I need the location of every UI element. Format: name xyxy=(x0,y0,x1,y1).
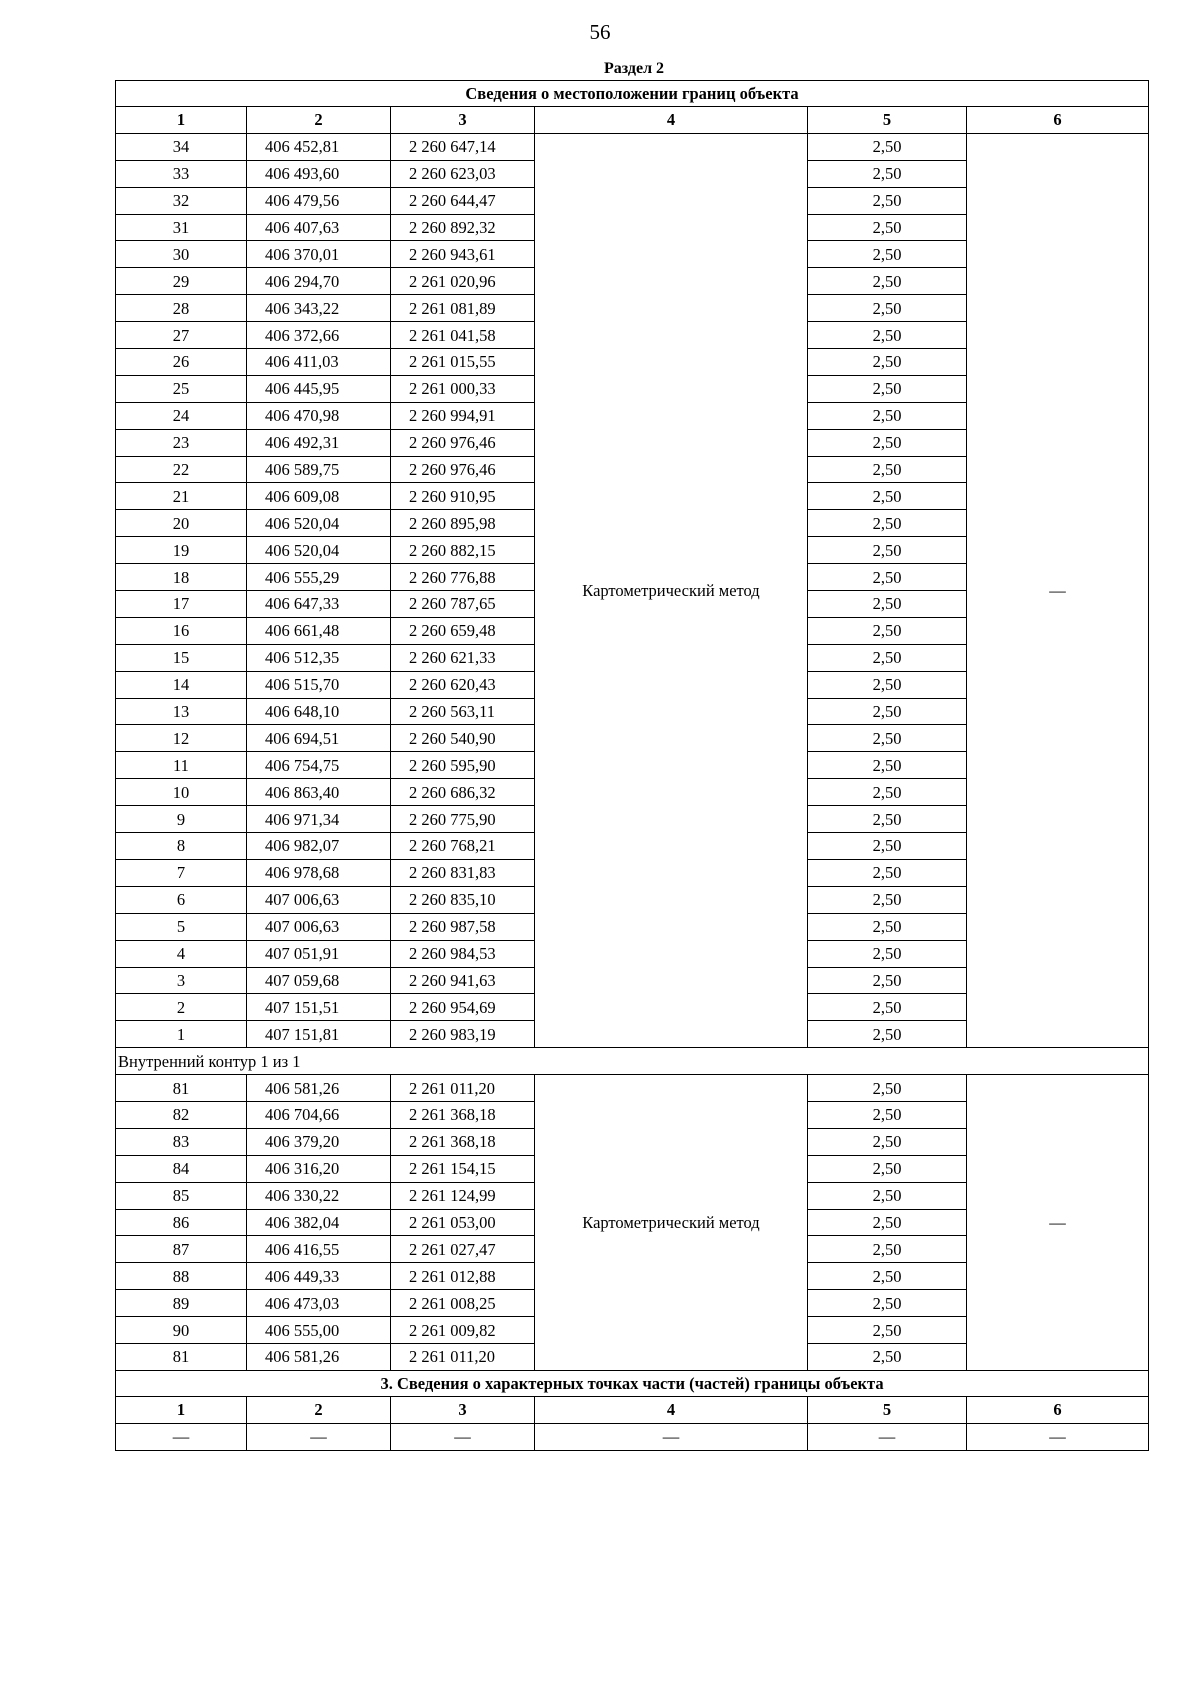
x-coordinate-cell: 406 492,31 xyxy=(247,429,391,456)
inner-contour-label: Внутренний контур 1 из 1 xyxy=(116,1048,1149,1075)
accuracy-cell: 2,50 xyxy=(808,1182,967,1209)
column-header: 3 xyxy=(391,107,535,134)
accuracy-cell: 2,50 xyxy=(808,671,967,698)
x-coordinate-cell: 406 863,40 xyxy=(247,779,391,806)
y-coordinate-cell: 2 260 540,90 xyxy=(391,725,535,752)
y-coordinate-cell: 2 260 768,21 xyxy=(391,833,535,860)
accuracy-cell: 2,50 xyxy=(808,322,967,349)
accuracy-cell: 2,50 xyxy=(808,752,967,779)
x-coordinate-cell: 406 647,33 xyxy=(247,591,391,618)
y-coordinate-cell: 2 261 154,15 xyxy=(391,1155,535,1182)
x-coordinate-cell: 406 316,20 xyxy=(247,1155,391,1182)
column-header-row xyxy=(116,107,1149,134)
column-header: 1 xyxy=(116,1396,247,1423)
x-coordinate-cell: 406 555,29 xyxy=(247,564,391,591)
point-number-cell: 31 xyxy=(116,214,247,241)
point-number-cell: 34 xyxy=(116,133,247,160)
y-coordinate-cell: 2 261 081,89 xyxy=(391,295,535,322)
x-coordinate-cell: 406 407,63 xyxy=(247,214,391,241)
accuracy-cell: 2,50 xyxy=(808,510,967,537)
empty-value-cell: — xyxy=(116,1423,247,1450)
x-coordinate-cell: 406 648,10 xyxy=(247,698,391,725)
point-number-cell: 90 xyxy=(116,1317,247,1344)
point-number-cell: 88 xyxy=(116,1263,247,1290)
x-coordinate-cell: 406 370,01 xyxy=(247,241,391,268)
point-number-cell: 81 xyxy=(116,1343,247,1370)
section-title: Раздел 2 xyxy=(603,60,665,77)
point-number-cell: 7 xyxy=(116,859,247,886)
accuracy-cell: 2,50 xyxy=(808,886,967,913)
table-row xyxy=(116,133,1149,160)
x-coordinate-cell: 406 372,66 xyxy=(247,322,391,349)
accuracy-cell: 2,50 xyxy=(808,241,967,268)
accuracy-cell: 2,50 xyxy=(808,1021,967,1048)
x-coordinate-cell: 406 379,20 xyxy=(247,1128,391,1155)
accuracy-cell: 2,50 xyxy=(808,133,967,160)
y-coordinate-cell: 2 261 053,00 xyxy=(391,1209,535,1236)
part-points-heading: 3. Сведения о характерных точках части (частей) границы объекта xyxy=(116,1370,1149,1396)
point-number-cell: 12 xyxy=(116,725,247,752)
point-number-cell: 20 xyxy=(116,510,247,537)
x-coordinate-cell: 406 609,08 xyxy=(247,483,391,510)
column-header: 2 xyxy=(247,1396,391,1423)
point-number-cell: 11 xyxy=(116,752,247,779)
accuracy-cell: 2,50 xyxy=(808,725,967,752)
accuracy-cell: 2,50 xyxy=(808,913,967,940)
method-cell: Картометрический метод xyxy=(535,133,808,1047)
column-header: 2 xyxy=(247,107,391,134)
y-coordinate-cell: 2 261 041,58 xyxy=(391,322,535,349)
inner-contour-label-row xyxy=(116,1048,1149,1075)
y-coordinate-cell: 2 260 835,10 xyxy=(391,886,535,913)
point-number-cell: 32 xyxy=(116,187,247,214)
accuracy-cell: 2,50 xyxy=(808,1209,967,1236)
x-coordinate-cell: 406 449,33 xyxy=(247,1263,391,1290)
y-coordinate-cell: 2 260 954,69 xyxy=(391,994,535,1021)
point-number-cell: 4 xyxy=(116,940,247,967)
accuracy-cell: 2,50 xyxy=(808,349,967,376)
accuracy-cell: 2,50 xyxy=(808,779,967,806)
y-coordinate-cell: 2 260 620,43 xyxy=(391,671,535,698)
page-number: 56 xyxy=(589,20,611,44)
x-coordinate-cell: 407 051,91 xyxy=(247,940,391,967)
point-number-cell: 5 xyxy=(116,913,247,940)
y-coordinate-cell: 2 260 831,83 xyxy=(391,859,535,886)
y-coordinate-cell: 2 260 987,58 xyxy=(391,913,535,940)
y-coordinate-cell: 2 260 644,47 xyxy=(391,187,535,214)
point-number-cell: 3 xyxy=(116,967,247,994)
method-cell: Картометрический метод xyxy=(535,1075,808,1371)
x-coordinate-cell: 406 694,51 xyxy=(247,725,391,752)
accuracy-cell: 2,50 xyxy=(808,833,967,860)
x-coordinate-cell: 407 059,68 xyxy=(247,967,391,994)
y-coordinate-cell: 2 260 659,48 xyxy=(391,617,535,644)
x-coordinate-cell: 407 151,81 xyxy=(247,1021,391,1048)
y-coordinate-cell: 2 261 020,96 xyxy=(391,268,535,295)
x-coordinate-cell: 406 493,60 xyxy=(247,160,391,187)
y-coordinate-cell: 2 260 647,14 xyxy=(391,133,535,160)
y-coordinate-cell: 2 260 994,91 xyxy=(391,402,535,429)
accuracy-cell: 2,50 xyxy=(808,859,967,886)
point-number-cell: 14 xyxy=(116,671,247,698)
x-coordinate-cell: 406 479,56 xyxy=(247,187,391,214)
accuracy-cell: 2,50 xyxy=(808,456,967,483)
y-coordinate-cell: 2 260 787,65 xyxy=(391,591,535,618)
y-coordinate-cell: 2 260 910,95 xyxy=(391,483,535,510)
x-coordinate-cell: 406 754,75 xyxy=(247,752,391,779)
point-number-cell: 10 xyxy=(116,779,247,806)
y-coordinate-cell: 2 261 368,18 xyxy=(391,1101,535,1128)
accuracy-cell: 2,50 xyxy=(808,187,967,214)
point-number-cell: 26 xyxy=(116,349,247,376)
table-heading: Сведения о местоположении границ объекта xyxy=(116,81,1149,107)
y-coordinate-cell: 2 261 368,18 xyxy=(391,1128,535,1155)
accuracy-cell: 2,50 xyxy=(808,591,967,618)
point-number-cell: 83 xyxy=(116,1128,247,1155)
x-coordinate-cell: 406 512,35 xyxy=(247,644,391,671)
part-points-column-header-row xyxy=(116,1396,1149,1423)
point-number-cell: 25 xyxy=(116,375,247,402)
point-number-cell: 15 xyxy=(116,644,247,671)
accuracy-cell: 2,50 xyxy=(808,1343,967,1370)
point-number-cell: 27 xyxy=(116,322,247,349)
empty-value-cell: — xyxy=(967,1423,1149,1450)
x-coordinate-cell: 407 006,63 xyxy=(247,886,391,913)
column-header: 5 xyxy=(808,107,967,134)
x-coordinate-cell: 406 555,00 xyxy=(247,1317,391,1344)
point-number-cell: 18 xyxy=(116,564,247,591)
accuracy-cell: 2,50 xyxy=(808,1101,967,1128)
y-coordinate-cell: 2 260 686,32 xyxy=(391,779,535,806)
accuracy-cell: 2,50 xyxy=(808,644,967,671)
column-header: 4 xyxy=(535,1396,808,1423)
accuracy-cell: 2,50 xyxy=(808,1155,967,1182)
accuracy-cell: 2,50 xyxy=(808,483,967,510)
y-coordinate-cell: 2 260 976,46 xyxy=(391,429,535,456)
point-number-cell: 84 xyxy=(116,1155,247,1182)
y-coordinate-cell: 2 260 882,15 xyxy=(391,537,535,564)
point-number-cell: 21 xyxy=(116,483,247,510)
column-header: 5 xyxy=(808,1396,967,1423)
x-coordinate-cell: 406 581,26 xyxy=(247,1075,391,1102)
empty-value-cell: — xyxy=(535,1423,808,1450)
accuracy-cell: 2,50 xyxy=(808,617,967,644)
part-points-heading-row xyxy=(116,1370,1149,1396)
x-coordinate-cell: 406 520,04 xyxy=(247,537,391,564)
empty-value-cell: — xyxy=(808,1423,967,1450)
y-coordinate-cell: 2 260 976,46 xyxy=(391,456,535,483)
column-header: 4 xyxy=(535,107,808,134)
x-coordinate-cell: 406 704,66 xyxy=(247,1101,391,1128)
table-heading-row xyxy=(116,81,1149,107)
y-coordinate-cell: 2 261 027,47 xyxy=(391,1236,535,1263)
point-number-cell: 9 xyxy=(116,806,247,833)
accuracy-cell: 2,50 xyxy=(808,994,967,1021)
point-number-cell: 85 xyxy=(116,1182,247,1209)
table-row xyxy=(116,1423,1149,1450)
accuracy-cell: 2,50 xyxy=(808,967,967,994)
y-coordinate-cell: 2 260 941,63 xyxy=(391,967,535,994)
x-coordinate-cell: 406 520,04 xyxy=(247,510,391,537)
accuracy-cell: 2,50 xyxy=(808,429,967,456)
point-number-cell: 87 xyxy=(116,1236,247,1263)
y-coordinate-cell: 2 261 124,99 xyxy=(391,1182,535,1209)
point-number-cell: 1 xyxy=(116,1021,247,1048)
x-coordinate-cell: 406 294,70 xyxy=(247,268,391,295)
column-header: 6 xyxy=(967,107,1149,134)
accuracy-cell: 2,50 xyxy=(808,1236,967,1263)
column-header: 1 xyxy=(116,107,247,134)
x-coordinate-cell: 406 978,68 xyxy=(247,859,391,886)
x-coordinate-cell: 406 661,48 xyxy=(247,617,391,644)
x-coordinate-cell: 406 452,81 xyxy=(247,133,391,160)
x-coordinate-cell: 407 151,51 xyxy=(247,994,391,1021)
x-coordinate-cell: 406 473,03 xyxy=(247,1290,391,1317)
x-coordinate-cell: 406 982,07 xyxy=(247,833,391,860)
accuracy-cell: 2,50 xyxy=(808,268,967,295)
x-coordinate-cell: 406 445,95 xyxy=(247,375,391,402)
point-number-cell: 24 xyxy=(116,402,247,429)
point-number-cell: 13 xyxy=(116,698,247,725)
point-number-cell: 81 xyxy=(116,1075,247,1102)
x-coordinate-cell: 406 470,98 xyxy=(247,402,391,429)
y-coordinate-cell: 2 260 621,33 xyxy=(391,644,535,671)
y-coordinate-cell: 2 260 984,53 xyxy=(391,940,535,967)
point-number-cell: 29 xyxy=(116,268,247,295)
x-coordinate-cell: 406 416,55 xyxy=(247,1236,391,1263)
point-number-cell: 22 xyxy=(116,456,247,483)
accuracy-cell: 2,50 xyxy=(808,1290,967,1317)
accuracy-cell: 2,50 xyxy=(808,806,967,833)
y-coordinate-cell: 2 261 012,88 xyxy=(391,1263,535,1290)
empty-value-cell: — xyxy=(391,1423,535,1450)
y-coordinate-cell: 2 260 892,32 xyxy=(391,214,535,241)
point-number-cell: 19 xyxy=(116,537,247,564)
accuracy-cell: 2,50 xyxy=(808,160,967,187)
y-coordinate-cell: 2 260 775,90 xyxy=(391,806,535,833)
point-number-cell: 30 xyxy=(116,241,247,268)
empty-value-cell: — xyxy=(247,1423,391,1450)
y-coordinate-cell: 2 261 008,25 xyxy=(391,1290,535,1317)
y-coordinate-cell: 2 260 895,98 xyxy=(391,510,535,537)
accuracy-cell: 2,50 xyxy=(808,1263,967,1290)
accuracy-cell: 2,50 xyxy=(808,564,967,591)
y-coordinate-cell: 2 261 015,55 xyxy=(391,349,535,376)
y-coordinate-cell: 2 260 943,61 xyxy=(391,241,535,268)
point-number-cell: 82 xyxy=(116,1101,247,1128)
accuracy-cell: 2,50 xyxy=(808,375,967,402)
accuracy-cell: 2,50 xyxy=(808,1128,967,1155)
accuracy-cell: 2,50 xyxy=(808,1075,967,1102)
accuracy-cell: 2,50 xyxy=(808,402,967,429)
column-header: 6 xyxy=(967,1396,1149,1423)
y-coordinate-cell: 2 261 000,33 xyxy=(391,375,535,402)
point-number-cell: 89 xyxy=(116,1290,247,1317)
point-number-cell: 6 xyxy=(116,886,247,913)
x-coordinate-cell: 406 971,34 xyxy=(247,806,391,833)
point-number-cell: 8 xyxy=(116,833,247,860)
x-coordinate-cell: 406 581,26 xyxy=(247,1343,391,1370)
y-coordinate-cell: 2 260 563,11 xyxy=(391,698,535,725)
accuracy-cell: 2,50 xyxy=(808,1317,967,1344)
point-number-cell: 2 xyxy=(116,994,247,1021)
y-coordinate-cell: 2 260 983,19 xyxy=(391,1021,535,1048)
accuracy-cell: 2,50 xyxy=(808,537,967,564)
point-number-cell: 33 xyxy=(116,160,247,187)
point-number-cell: 17 xyxy=(116,591,247,618)
accuracy-cell: 2,50 xyxy=(808,698,967,725)
y-coordinate-cell: 2 261 009,82 xyxy=(391,1317,535,1344)
point-number-cell: 23 xyxy=(116,429,247,456)
column-6-cell: — xyxy=(967,1075,1149,1371)
column-6-cell: — xyxy=(967,133,1149,1047)
x-coordinate-cell: 406 515,70 xyxy=(247,671,391,698)
column-header: 3 xyxy=(391,1396,535,1423)
point-number-cell: 86 xyxy=(116,1209,247,1236)
point-number-cell: 28 xyxy=(116,295,247,322)
y-coordinate-cell: 2 261 011,20 xyxy=(391,1075,535,1102)
table-row xyxy=(116,1075,1149,1102)
x-coordinate-cell: 407 006,63 xyxy=(247,913,391,940)
point-number-cell: 16 xyxy=(116,617,247,644)
y-coordinate-cell: 2 260 595,90 xyxy=(391,752,535,779)
boundary-table xyxy=(115,80,1149,1451)
x-coordinate-cell: 406 382,04 xyxy=(247,1209,391,1236)
y-coordinate-cell: 2 261 011,20 xyxy=(391,1343,535,1370)
accuracy-cell: 2,50 xyxy=(808,295,967,322)
x-coordinate-cell: 406 343,22 xyxy=(247,295,391,322)
x-coordinate-cell: 406 411,03 xyxy=(247,349,391,376)
accuracy-cell: 2,50 xyxy=(808,214,967,241)
accuracy-cell: 2,50 xyxy=(808,940,967,967)
y-coordinate-cell: 2 260 623,03 xyxy=(391,160,535,187)
y-coordinate-cell: 2 260 776,88 xyxy=(391,564,535,591)
x-coordinate-cell: 406 330,22 xyxy=(247,1182,391,1209)
x-coordinate-cell: 406 589,75 xyxy=(247,456,391,483)
